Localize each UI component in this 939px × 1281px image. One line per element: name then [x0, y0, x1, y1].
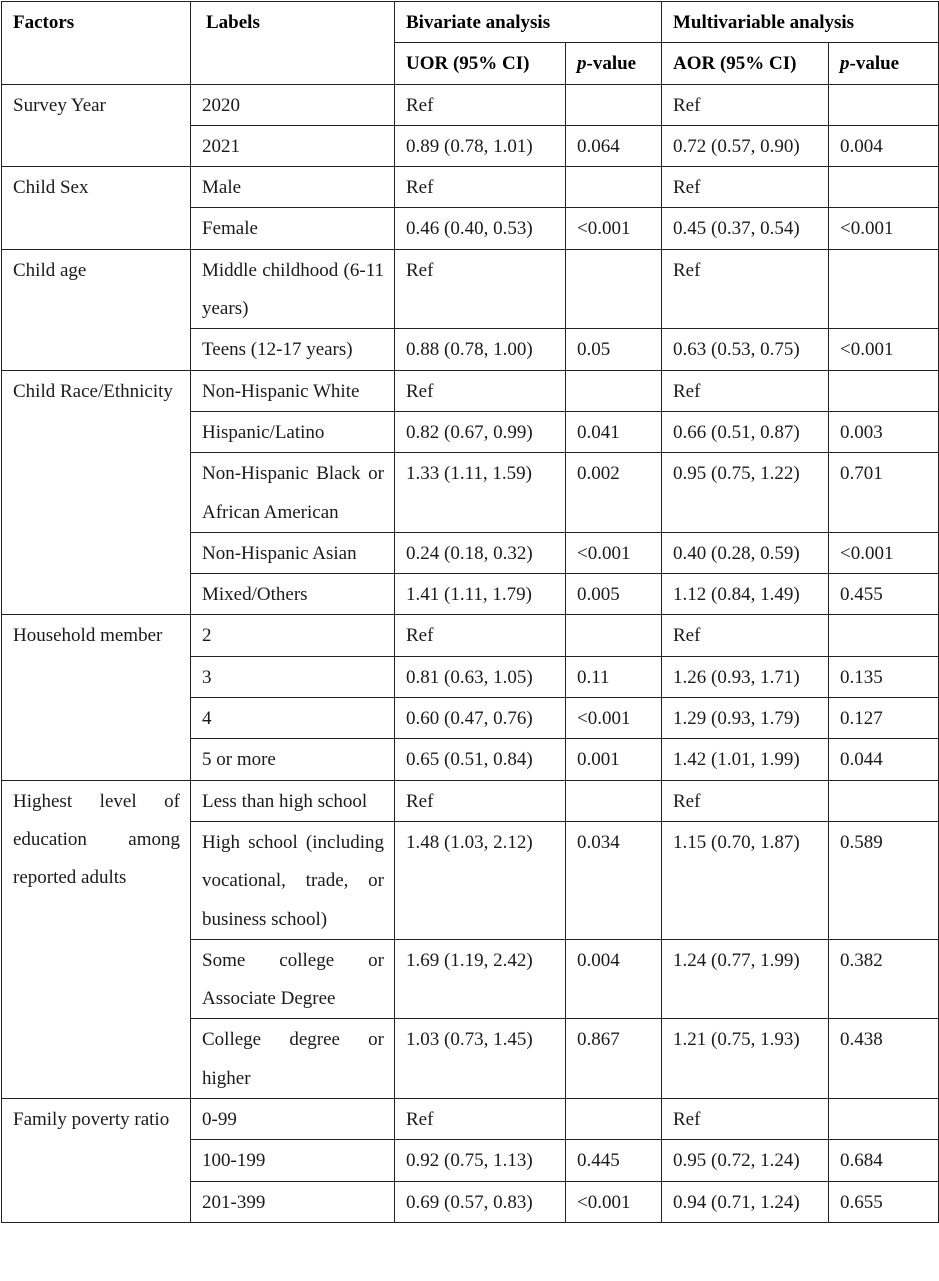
- header-factors: Factors: [2, 2, 191, 85]
- label-cell: 100-199: [191, 1140, 395, 1181]
- label-cell: Less than high school: [191, 780, 395, 821]
- factor-cell: Child Race/Ethnicity: [2, 370, 191, 615]
- aor-cell: 0.95 (0.72, 1.24): [662, 1140, 829, 1181]
- uor-cell: 0.82 (0.67, 0.99): [395, 411, 566, 452]
- factor-cell: Child age: [2, 249, 191, 370]
- aor-cell: 1.21 (0.75, 1.93): [662, 1019, 829, 1099]
- label-cell: 4: [191, 698, 395, 739]
- label-cell: 3: [191, 656, 395, 697]
- label-cell: Mixed/Others: [191, 574, 395, 615]
- aor-cell: Ref: [662, 249, 829, 329]
- header-aor-pvalue: [829, 43, 939, 84]
- aor-pvalue-cell: 0.455: [829, 574, 939, 615]
- uor-pvalue-cell: 0.05: [566, 329, 662, 370]
- aor-pvalue-cell: 0.003: [829, 411, 939, 452]
- uor-cell: 1.33 (1.11, 1.59): [395, 453, 566, 533]
- p-italic: p: [840, 53, 850, 75]
- uor-cell: 1.41 (1.11, 1.79): [395, 574, 566, 615]
- label-cell: Male: [191, 167, 395, 208]
- label-cell: Non-Hispanic White: [191, 370, 395, 411]
- factor-cell: Household member: [2, 615, 191, 780]
- uor-cell: 0.88 (0.78, 1.00): [395, 329, 566, 370]
- uor-pvalue-cell: <0.001: [566, 532, 662, 573]
- label-cell: Hispanic/Latino: [191, 411, 395, 452]
- uor-cell: 0.92 (0.75, 1.13): [395, 1140, 566, 1181]
- aor-cell: Ref: [662, 615, 829, 656]
- uor-cell: 0.60 (0.47, 0.76): [395, 698, 566, 739]
- aor-cell: 1.42 (1.01, 1.99): [662, 739, 829, 780]
- aor-cell: 1.26 (0.93, 1.71): [662, 656, 829, 697]
- uor-cell: 1.69 (1.19, 2.42): [395, 939, 566, 1019]
- label-cell: 2: [191, 615, 395, 656]
- aor-cell: 0.94 (0.71, 1.24): [662, 1181, 829, 1222]
- aor-cell: 1.24 (0.77, 1.99): [662, 939, 829, 1019]
- uor-pvalue-cell: [566, 249, 662, 329]
- p-suffix: -value: [849, 53, 900, 75]
- p-italic: p: [577, 53, 587, 75]
- label-cell: Female: [191, 208, 395, 249]
- table-row: [2, 1099, 939, 1140]
- aor-cell: Ref: [662, 167, 829, 208]
- label-cell: Non-Hispanic Asian: [191, 532, 395, 573]
- aor-cell: Ref: [662, 370, 829, 411]
- uor-pvalue-cell: [566, 167, 662, 208]
- aor-cell: 0.72 (0.57, 0.90): [662, 125, 829, 166]
- aor-pvalue-cell: 0.004: [829, 125, 939, 166]
- aor-pvalue-cell: [829, 249, 939, 329]
- uor-cell: 1.03 (0.73, 1.45): [395, 1019, 566, 1099]
- table-row: [2, 615, 939, 656]
- label-cell: 2020: [191, 84, 395, 125]
- uor-cell: 1.48 (1.03, 2.12): [395, 821, 566, 939]
- uor-cell: Ref: [395, 84, 566, 125]
- label-cell: 0-99: [191, 1099, 395, 1140]
- uor-pvalue-cell: [566, 370, 662, 411]
- uor-pvalue-cell: [566, 615, 662, 656]
- aor-pvalue-cell: [829, 780, 939, 821]
- aor-pvalue-cell: 0.589: [829, 821, 939, 939]
- aor-pvalue-cell: 0.044: [829, 739, 939, 780]
- aor-cell: 0.45 (0.37, 0.54): [662, 208, 829, 249]
- uor-cell: 0.89 (0.78, 1.01): [395, 125, 566, 166]
- header-bivariate: Bivariate analysis: [395, 2, 662, 43]
- header-uor-pvalue: [566, 43, 662, 84]
- uor-pvalue-cell: [566, 84, 662, 125]
- uor-pvalue-cell: 0.004: [566, 939, 662, 1019]
- header-labels: Labels: [191, 2, 395, 85]
- uor-cell: 0.69 (0.57, 0.83): [395, 1181, 566, 1222]
- table-row: [2, 84, 939, 125]
- uor-cell: 0.65 (0.51, 0.84): [395, 739, 566, 780]
- aor-cell: 0.63 (0.53, 0.75): [662, 329, 829, 370]
- results-table: [1, 1, 939, 1223]
- uor-cell: 0.81 (0.63, 1.05): [395, 656, 566, 697]
- uor-pvalue-cell: 0.002: [566, 453, 662, 533]
- header-row-1: [2, 2, 939, 43]
- uor-pvalue-cell: <0.001: [566, 1181, 662, 1222]
- aor-cell: Ref: [662, 84, 829, 125]
- uor-cell: 0.46 (0.40, 0.53): [395, 208, 566, 249]
- uor-pvalue-cell: 0.11: [566, 656, 662, 697]
- factor-cell: Survey Year: [2, 84, 191, 167]
- uor-pvalue-cell: <0.001: [566, 208, 662, 249]
- aor-pvalue-cell: 0.655: [829, 1181, 939, 1222]
- table-row: [2, 370, 939, 411]
- uor-pvalue-cell: 0.445: [566, 1140, 662, 1181]
- table-row: [2, 780, 939, 821]
- aor-cell: Ref: [662, 780, 829, 821]
- aor-cell: 0.95 (0.75, 1.22): [662, 453, 829, 533]
- factor-cell: Highest level of education among reported adults: [2, 780, 191, 1098]
- label-cell: Non-Hispanic Black or African American: [191, 453, 395, 533]
- label-cell: 201-399: [191, 1181, 395, 1222]
- aor-pvalue-cell: [829, 1099, 939, 1140]
- table-body: [2, 84, 939, 1222]
- aor-pvalue-cell: [829, 84, 939, 125]
- aor-cell: 1.15 (0.70, 1.87): [662, 821, 829, 939]
- aor-pvalue-cell: <0.001: [829, 208, 939, 249]
- uor-cell: Ref: [395, 615, 566, 656]
- aor-cell: Ref: [662, 1099, 829, 1140]
- uor-pvalue-cell: 0.001: [566, 739, 662, 780]
- uor-pvalue-cell: 0.041: [566, 411, 662, 452]
- uor-pvalue-cell: 0.034: [566, 821, 662, 939]
- aor-cell: 0.40 (0.28, 0.59): [662, 532, 829, 573]
- uor-pvalue-cell: 0.867: [566, 1019, 662, 1099]
- header-uor: UOR (95% CI): [395, 43, 566, 84]
- label-cell: 2021: [191, 125, 395, 166]
- aor-pvalue-cell: 0.135: [829, 656, 939, 697]
- aor-cell: 1.12 (0.84, 1.49): [662, 574, 829, 615]
- p-suffix: -value: [586, 53, 637, 75]
- label-cell: College degree or higher: [191, 1019, 395, 1099]
- header-aor: AOR (95% CI): [662, 43, 829, 84]
- uor-cell: Ref: [395, 167, 566, 208]
- aor-pvalue-cell: <0.001: [829, 329, 939, 370]
- uor-cell: Ref: [395, 1099, 566, 1140]
- label-cell: High school (including vocational, trade, or business school): [191, 821, 395, 939]
- header-multivariable: Multivariable analysis: [662, 2, 939, 43]
- uor-cell: Ref: [395, 370, 566, 411]
- aor-pvalue-cell: <0.001: [829, 532, 939, 573]
- label-cell: Middle childhood (6-11 years): [191, 249, 395, 329]
- aor-cell: 1.29 (0.93, 1.79): [662, 698, 829, 739]
- aor-pvalue-cell: 0.127: [829, 698, 939, 739]
- uor-pvalue-cell: 0.005: [566, 574, 662, 615]
- aor-pvalue-cell: 0.684: [829, 1140, 939, 1181]
- aor-pvalue-cell: [829, 615, 939, 656]
- label-cell: Some college or Associate Degree: [191, 939, 395, 1019]
- table-row: [2, 249, 939, 329]
- uor-pvalue-cell: [566, 780, 662, 821]
- aor-pvalue-cell: [829, 370, 939, 411]
- uor-cell: Ref: [395, 249, 566, 329]
- table-row: [2, 167, 939, 208]
- aor-pvalue-cell: 0.701: [829, 453, 939, 533]
- aor-pvalue-cell: [829, 167, 939, 208]
- uor-pvalue-cell: <0.001: [566, 698, 662, 739]
- uor-cell: Ref: [395, 780, 566, 821]
- uor-cell: 0.24 (0.18, 0.32): [395, 532, 566, 573]
- uor-pvalue-cell: [566, 1099, 662, 1140]
- aor-pvalue-cell: 0.438: [829, 1019, 939, 1099]
- uor-pvalue-cell: 0.064: [566, 125, 662, 166]
- aor-cell: 0.66 (0.51, 0.87): [662, 411, 829, 452]
- label-cell: Teens (12-17 years): [191, 329, 395, 370]
- factor-cell: Family poverty ratio: [2, 1099, 191, 1223]
- label-cell: 5 or more: [191, 739, 395, 780]
- factor-cell: Child Sex: [2, 167, 191, 250]
- aor-pvalue-cell: 0.382: [829, 939, 939, 1019]
